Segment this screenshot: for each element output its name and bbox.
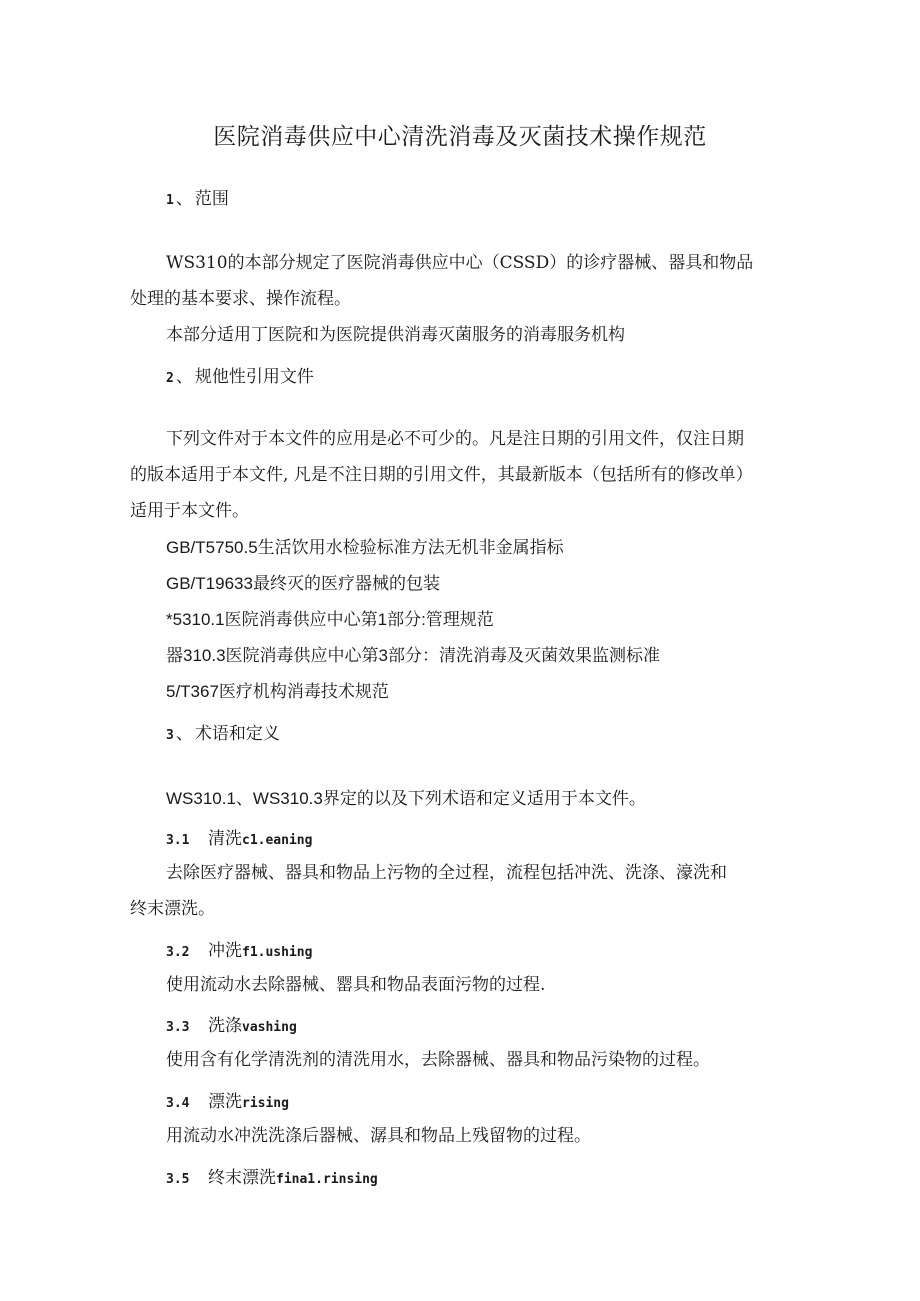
term-number: 3.5 <box>166 1172 190 1187</box>
paragraph-line: 处理的基本要求、操作流程。 <box>130 289 351 309</box>
term-en: f1.ushing <box>242 945 313 960</box>
term-definition: 使用流动水去除器械、罂具和物品表面污物的过程. <box>166 975 546 995</box>
term-heading <box>166 1167 378 1191</box>
section-heading-terms <box>166 723 280 747</box>
term-en: c1.eaning <box>242 833 313 848</box>
section-title: 范围 <box>194 189 229 209</box>
reference-item: GB/T5750.5生活饮用水检验标准方法无机非金属指标 <box>166 538 564 557</box>
reference-item: 5/T367医疗机构消毒技术规范 <box>166 682 389 701</box>
reference-item: GB/T19633最终灭的医疗器械的包装 <box>166 574 440 593</box>
paragraph-line: 的版本适用于本文件, 凡是不注日期的引用文件，其最新版本（包括所有的修改单） <box>130 465 753 485</box>
term-zh: 洗涤 <box>208 1016 242 1036</box>
term-heading <box>166 1015 297 1039</box>
paragraph-line: 适用于本文件。 <box>130 501 249 521</box>
term-heading <box>166 828 312 852</box>
paragraph-line: WS310的本部分规定了医院消毒供应中心（CSSD）的诊疗器械、器具和物品 <box>166 253 754 273</box>
term-zh: 清洗 <box>208 829 242 849</box>
section-separator: 、 <box>175 724 193 744</box>
section-title: 术语和定义 <box>194 724 280 744</box>
term-zh: 终末漂洗 <box>208 1168 276 1188</box>
term-number: 3.4 <box>166 1096 190 1111</box>
section-separator: 、 <box>175 367 193 387</box>
reference-item: *5310.1医院消毒供应中心第1部分:管理规范 <box>166 610 494 629</box>
term-number: 3.2 <box>166 945 190 960</box>
paragraph-line: 本部分适用丁医院和为医院提供消毒灭菌服务的消毒服务机构 <box>166 325 625 345</box>
term-zh: 漂洗 <box>208 1092 242 1112</box>
term-number: 3.1 <box>166 833 190 848</box>
term-definition: 用流动水冲洗洗涤后器械、潺具和物品上残留物的过程。 <box>166 1126 591 1146</box>
term-definition: 使用含有化学清洗剂的清洗用水，去除器械、器具和物品污染物的过程。 <box>166 1050 710 1070</box>
term-number: 3.3 <box>166 1020 190 1035</box>
term-definition: 终末漂洗。 <box>130 899 215 919</box>
term-en: rising <box>242 1096 289 1111</box>
document-title: 医院消毒供应中心清洗消毒及灭菌技术操作规范 <box>213 124 707 150</box>
paragraph-line: 下列文件对于本文件的应用是必不可少的。凡是注日期的引用文件，仅注日期 <box>166 429 744 449</box>
term-definition: 去除医疗器械、器具和物品上污物的全过程，流程包括冲洗、洗涤、濠洗和 <box>166 863 727 883</box>
section-separator: 、 <box>175 189 193 209</box>
section-number: 2 <box>166 371 174 386</box>
paragraph-line: WS310.1、WS310.3界定的以及下列术语和定义适用于本文件。 <box>166 789 646 808</box>
term-en: vashing <box>242 1020 297 1035</box>
reference-item: 器310.3医院消毒供应中心第3部分：清洗消毒及灭菌效果监测标准 <box>166 646 660 665</box>
section-number: 3 <box>166 728 174 743</box>
section-heading-scope <box>166 188 229 212</box>
term-zh: 冲洗 <box>208 941 242 961</box>
term-heading <box>166 940 312 964</box>
section-title: 规他性引用文件 <box>194 367 314 387</box>
term-en: fina1.rinsing <box>276 1172 378 1187</box>
section-number: 1 <box>166 193 174 208</box>
term-heading <box>166 1091 289 1115</box>
section-heading-references <box>166 366 314 390</box>
